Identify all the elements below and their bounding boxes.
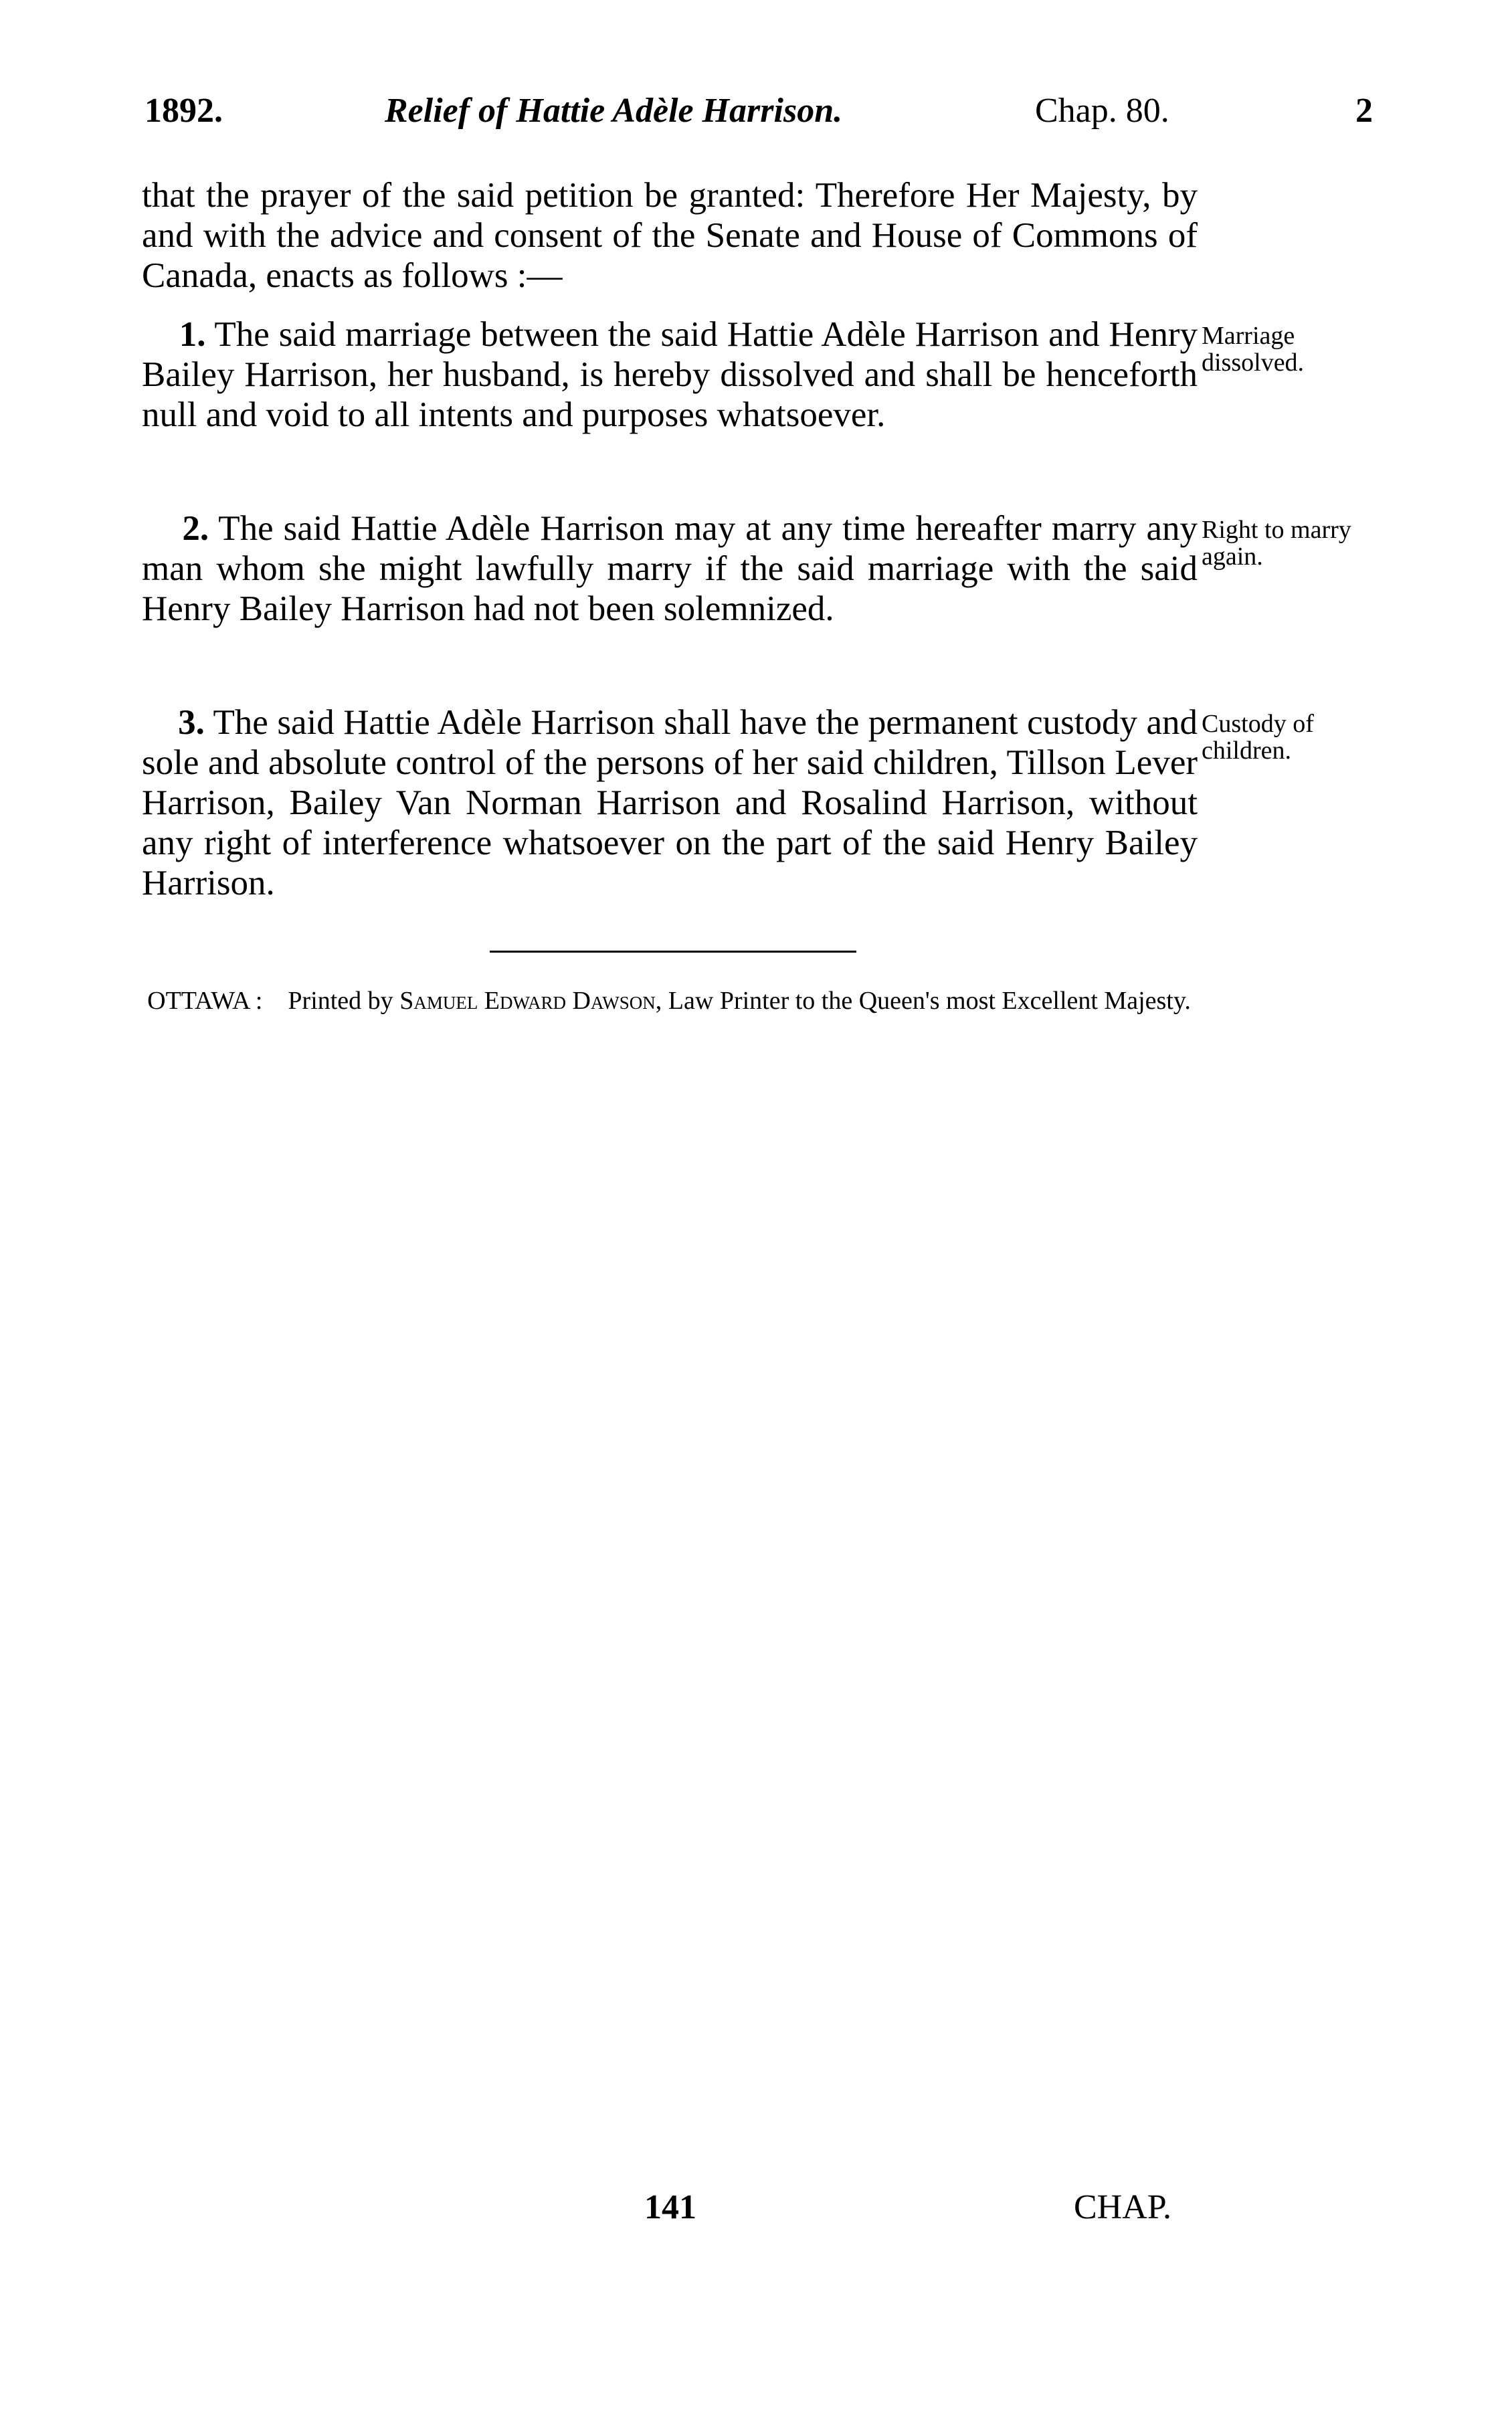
section-3-text: The said Hattie Adèle Harrison shall have the permanent custody and sole and absolute control of the persons of her said children, Tillson Lever Harrison, Bailey Van Norman Harrison and Rosalind Harrison, without any right of interference whatsoever on the part of the said Henry Bailey Harrison. [142,703,1198,902]
section-2-text: The said Hattie Adèle Harrison may at any time hereafter marry any man whom she might lawfully marry if the said marriage with the said Henry Bailey Harrison had not been solemnized. [142,509,1198,628]
section-1 [142,314,1198,435]
printer-imprint [147,985,1191,1016]
imprint-printer-title: , Law Printer to the Queen's most Excellent Majesty. [655,987,1191,1015]
side-note-1: Marriage dissolved. [1202,322,1305,377]
preamble-paragraph: that the prayer of the said petition be granted: Therefore Her Majesty, by and with the advice and consent of the Senate and House of Commons of Canada, enacts as follows :— [142,176,1198,295]
side-note-3: Custody of children. [1202,710,1314,765]
section-1-text: The said marriage between the said Hattie Adèle Harrison and Henry Bailey Harrison, her husband, is hereby dissolved and shall be henceforth null and void to all intents and purposes whatsoever. [142,315,1198,434]
section-2 [142,508,1198,629]
footer-page-number: 141 [644,2188,696,2226]
side-note-2: Right to marry again. [1202,516,1351,571]
imprint-printed-by: Printed by [288,987,393,1015]
header-title: Relief of Hattie Adèle Harrison. [385,92,843,130]
section-3 [142,702,1198,903]
imprint-place: OTTAWA : [147,987,263,1015]
imprint-printer-name: Samuel Edward Dawson [399,987,656,1015]
header-year: 1892. [145,92,223,130]
section-1-number: 1. [179,315,206,354]
section-2-number: 2. [182,509,209,548]
section-3-number: 3. [178,703,205,742]
header-page-marker: 2 [1355,92,1373,130]
divider-rule [490,951,856,953]
header-chapter: Chap. 80. [1035,92,1169,130]
footer-catchword: CHAP. [1074,2188,1171,2226]
